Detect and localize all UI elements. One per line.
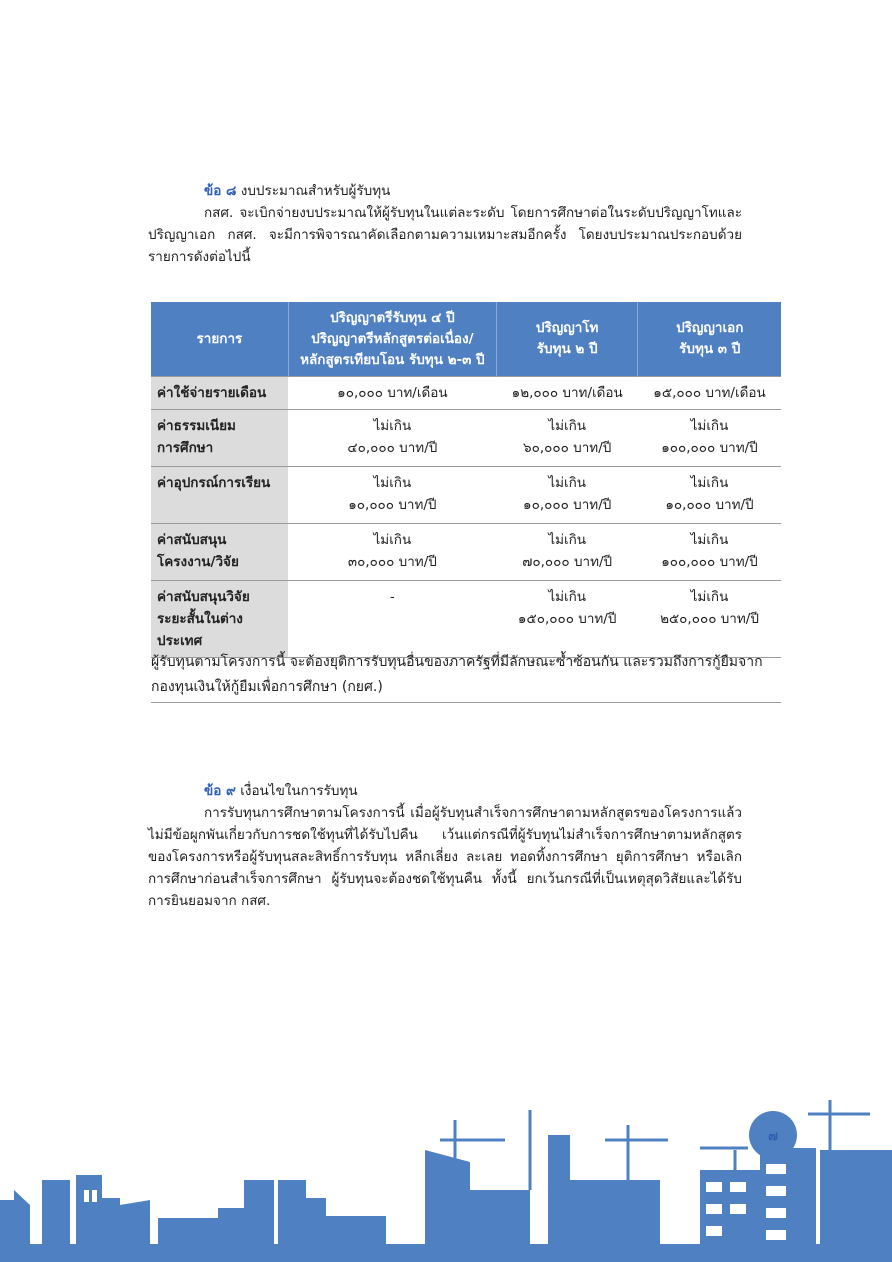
- cell-master: ๑๒,๐๐๐ บาท/เดือน: [496, 377, 638, 410]
- table-row: [151, 410, 781, 467]
- section-9: [148, 780, 742, 912]
- row-label: ค่าใช้จ่ายรายเดือน: [151, 377, 288, 410]
- cell-doctor: ไม่เกิน ๑๐๐,๐๐๐ บาท/ปี: [638, 524, 781, 581]
- cell-bachelor: ไม่เกิน ๑๐,๐๐๐ บาท/ปี: [288, 467, 496, 524]
- city-skyline-illustration: [0, 1080, 892, 1262]
- section-8-paragraph: กสศ. จะเบิกจ่ายงบประมาณให้ผู้รับทุนในแต่ละระดับ โดยการศึกษาต่อในระดับปริญญาโทและปริญญาเอก กสศ. จะมีการพิจารณาคัดเลือกตามความเหมาะสมอีกครั้ง โดยงบประมาณประกอบด้วยรายการดังต่อไปนี้: [148, 205, 742, 265]
- building-shape: [820, 1150, 892, 1262]
- section-9-paragraph: การรับทุนการศึกษาตามโครงการนี้ เมื่อผู้รับทุนสำเร็จการศึกษาตามหลักสูตรของโครงการแล้ว ไม่มีข้อผูกพันเกี่ยวกับการชดใช้ทุนที่ได้รับไปคืน เว้นแต่กรณีที่ผู้รับทุนไม่สำเร็จการศึกษาตามหลักสูตรของโครงการหรือผู้รับทุนสละสิทธิ์การรับทุน หลีกเลี่ยง ละเลย ทอดทิ้งการศึกษา ยุติการศึกษา หรือเลิกการศึกษาก่อนสำเร็จการศึกษา ผู้รับทุนจะต้องชดใช้ทุนคืน ทั้งนี้ ยกเว้นกรณีที่เป็นเหตุสุดวิสัยและได้รับการยินยอมจาก กสศ.: [148, 805, 742, 909]
- table-row: [151, 524, 781, 581]
- cell-doctor: ไม่เกิน ๑๐๐,๐๐๐ บาท/ปี: [638, 410, 781, 467]
- section-8-number: ข้อ ๘: [204, 183, 237, 199]
- cell-bachelor: ไม่เกิน ๓๐,๐๐๐ บาท/ปี: [288, 524, 496, 581]
- row-label: ค่าอุปกรณ์การเรียน: [151, 467, 288, 524]
- section-8: [148, 180, 742, 268]
- cell-master: ไม่เกิน ๑๕๐,๐๐๐ บาท/ปี: [496, 581, 638, 658]
- cell-bachelor: -: [288, 581, 496, 658]
- section-9-title: เงื่อนไขในการรับทุน: [240, 783, 358, 799]
- building-shape: [570, 1180, 660, 1262]
- cell-doctor: ๑๕,๐๐๐ บาท/เดือน: [638, 377, 781, 410]
- cell-master: ไม่เกิน ๗๐,๐๐๐ บาท/ปี: [496, 524, 638, 581]
- table-row: [151, 581, 781, 658]
- building-shape: [425, 1150, 470, 1262]
- cell-master: ไม่เกิน ๑๐,๐๐๐ บาท/ปี: [496, 467, 638, 524]
- table-row: [151, 467, 781, 524]
- header-item: รายการ: [151, 302, 288, 377]
- table-header-row: [151, 302, 781, 377]
- header-doctor: ปริญญาเอก รับทุน ๓ ปี: [638, 302, 781, 377]
- section-8-heading: [148, 180, 742, 202]
- building-shape: [548, 1135, 570, 1262]
- table-footnote: ผู้รับทุนตามโครงการนี้ จะต้องยุติการรับทุนอื่นของภาครัฐที่มีลักษณะซ้ำซ้อนกัน และรวมถึงการกู้ยืมจากกองทุนเงินให้กู้ยืมเพื่อการศึกษา (กยศ.): [151, 650, 781, 703]
- cell-doctor: ไม่เกิน ๒๕๐,๐๐๐ บาท/ปี: [638, 581, 781, 658]
- cell-bachelor: ไม่เกิน ๔๐,๐๐๐ บาท/ปี: [288, 410, 496, 467]
- budget-table: [151, 302, 781, 658]
- header-bachelor: ปริญญาตรีรับทุน ๔ ปี ปริญญาตรีหลักสูตรต่อเนื่อง/ หลักสูตรเทียบโอน รับทุน ๒-๓ ปี: [288, 302, 496, 377]
- row-label: ค่าสนับสนุนวิจัย ระยะสั้นในต่างประเทศ: [151, 581, 288, 658]
- section-8-title: งบประมาณสำหรับผู้รับทุน: [240, 183, 391, 199]
- section-9-number: ข้อ ๙: [204, 783, 236, 799]
- cell-doctor: ไม่เกิน ๑๐,๐๐๐ บาท/ปี: [638, 467, 781, 524]
- cell-master: ไม่เกิน ๖๐,๐๐๐ บาท/ปี: [496, 410, 638, 467]
- row-label: ค่าสนับสนุน โครงงาน/วิจัย: [151, 524, 288, 581]
- section-9-heading: [148, 780, 742, 802]
- table-row: [151, 377, 781, 410]
- cell-bachelor: ๑๐,๐๐๐ บาท/เดือน: [288, 377, 496, 410]
- row-label: ค่าธรรมเนียม การศึกษา: [151, 410, 288, 467]
- page-number: ๗: [768, 1129, 778, 1144]
- header-master: ปริญญาโท รับทุน ๒ ปี: [496, 302, 638, 377]
- building-shape: [470, 1190, 530, 1262]
